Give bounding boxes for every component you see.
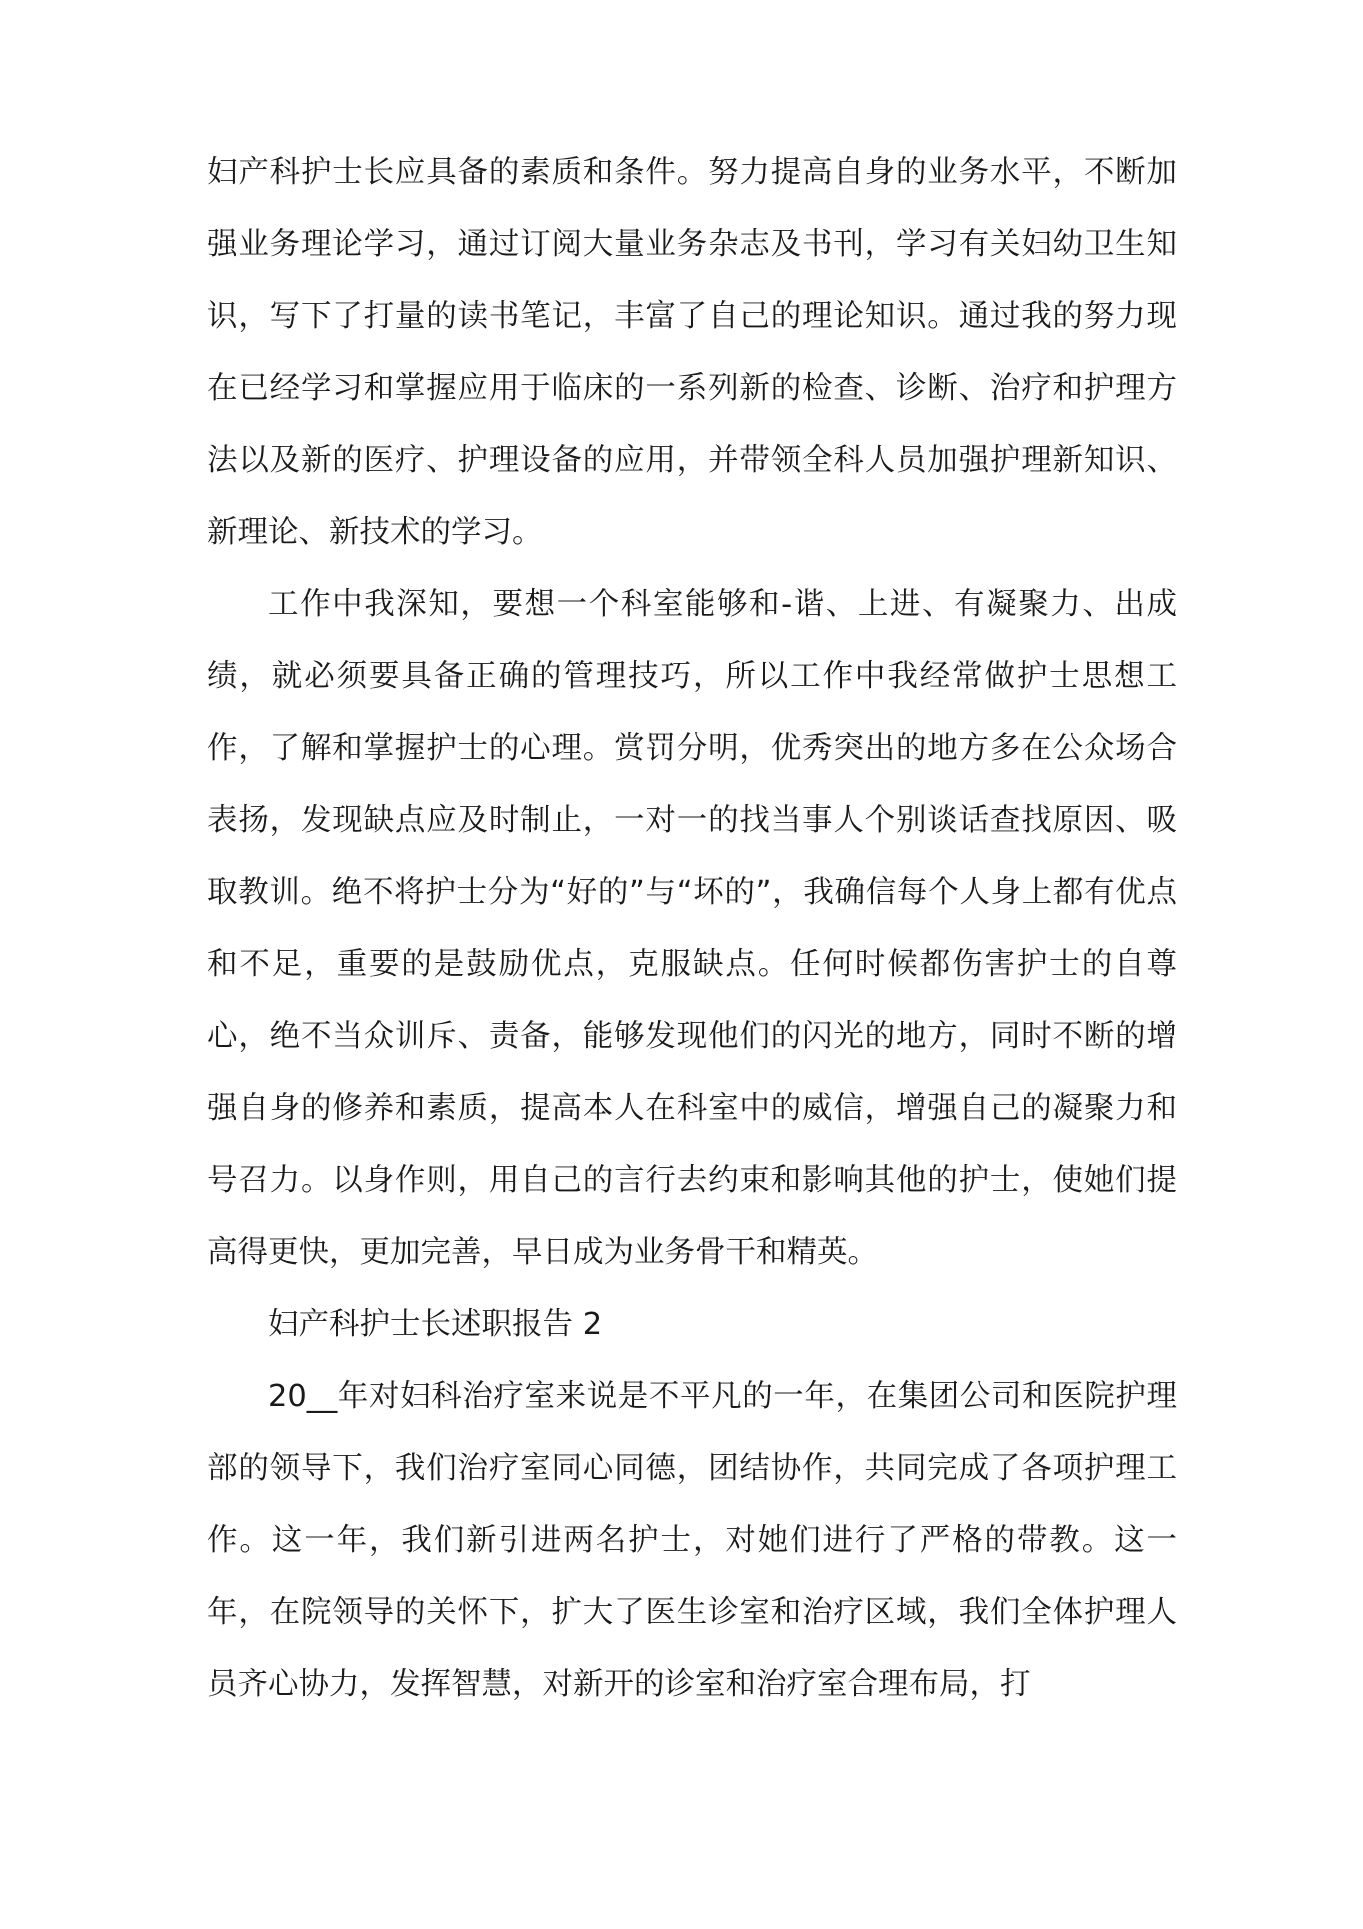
paragraph-1: 妇产科护士长应具备的素质和条件。努力提高自身的业务水平，不断加强业务理论学习，通过订阅大量业务杂志及书刊，学习有关妇幼卫生知识，写下了打量的读书笔记，丰富了自己的理论知识。通过我的努力现在已经学习和掌握应用于临床的一系列新的检查、诊断、治疗和护理方法以及新的医疗、护理设备的应用，并带领全科人员加强护理新知识、新理论、新技术的学习。 <box>207 155 1177 550</box>
section-heading: 妇产科护士长述职报告 2 <box>268 1307 603 1342</box>
paragraph-2: 工作中我深知，要想一个科室能够和-谐、上进、有凝聚力、出成绩，就必须要具备正确的管理技巧，所以工作中我经常做护士思想工作，了解和掌握护士的心理。赏罚分明，优秀突出的地方多在公众场合表扬，发现缺点应及时制止，一对一的找当事人个别谈话查找原因、吸取教训。绝不将护士分为“好的”与“坏的”，我确信每个人身上都有优点和不足，重要的是鼓励优点，克服缺点。任何时候都伤害护士的自尊心，绝不当众训斥、责备，能够发现他们的闪光的地方，同时不断的增强自身的修养和素质，提高本人在科室中的威信，增强自己的凝聚力和号召力。以身作则，用自己的言行去约束和影响其他的护士，使她们提高得更快，更加完善，早日成为业务骨干和精英。 <box>207 587 1177 1270</box>
document-body <box>207 137 1177 1721</box>
paragraph-3: 20__年对妇科治疗室来说是不平凡的一年，在集团公司和医院护理部的领导下，我们治疗室同心同德，团结协作，共同完成了各项护理工作。这一年，我们新引进两名护士，对她们进行了严格的带教。这一年，在院领导的关怀下，扩大了医生诊室和治疗区域，我们全体护理人员齐心协力，发挥智慧，对新开的诊室和治疗室合理布局，打 <box>207 1379 1177 1702</box>
